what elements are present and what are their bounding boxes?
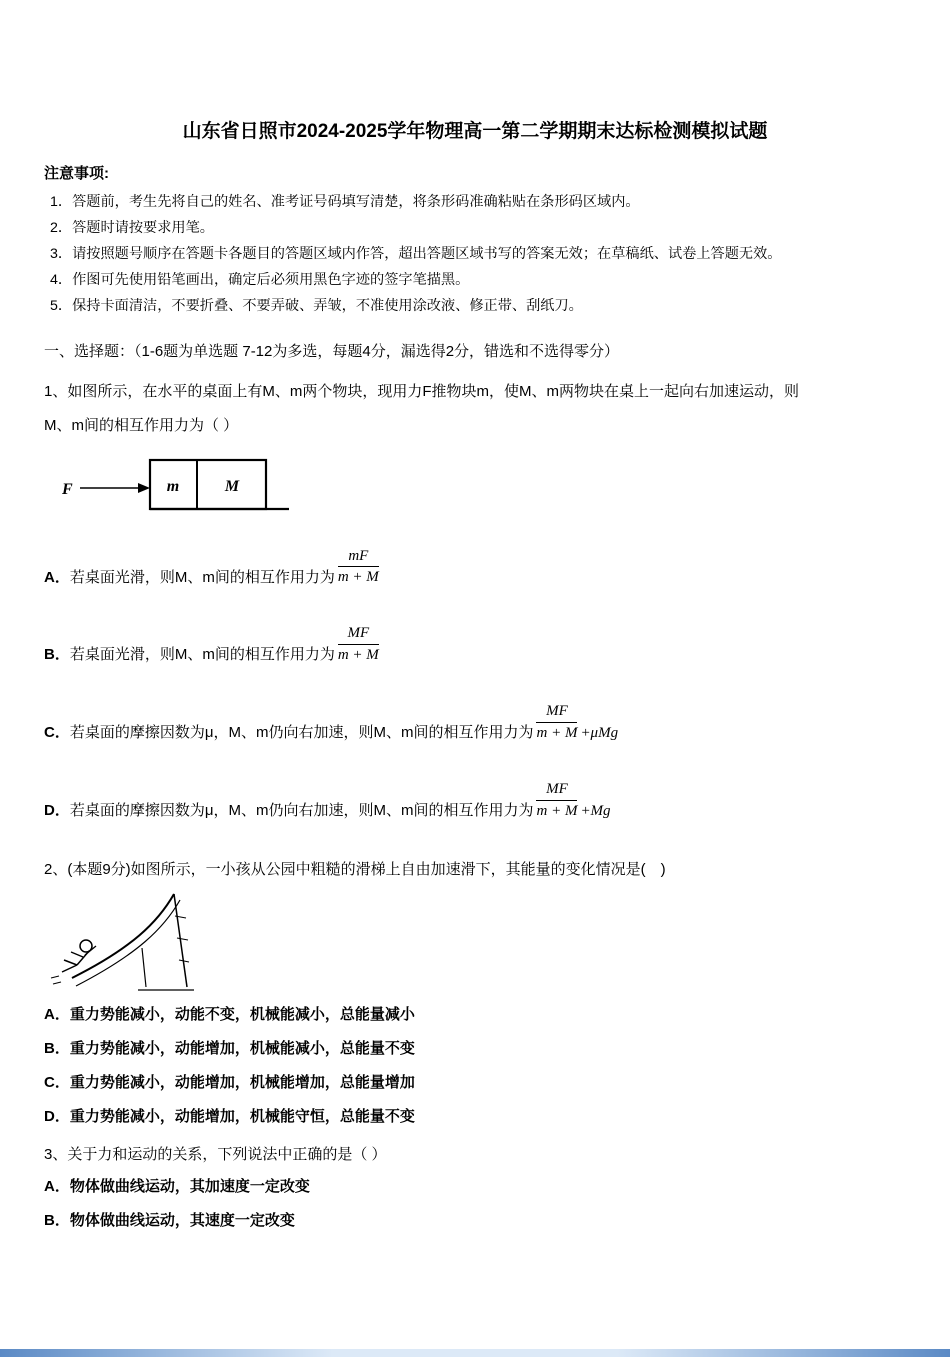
question1-option-c: [44, 702, 906, 744]
question2-option-a: [44, 1004, 906, 1026]
notice-item: 5．保持卡面清洁，不要折叠、不要弄破、弄皱，不准使用涂改液、修正带、刮纸刀。: [50, 297, 583, 314]
option-label: B．: [44, 1211, 70, 1229]
fraction-denominator: m + M: [536, 802, 578, 819]
question1-stem-line2: M、m间的相互作用力为（ ）: [44, 416, 239, 434]
question3-option-b: [44, 1210, 906, 1232]
notice-item: 2．答题时请按要求用笔。: [50, 219, 214, 236]
fraction-denominator: m + M: [536, 724, 578, 741]
option-label: A．: [44, 1177, 70, 1195]
slide-support-post: [142, 948, 146, 987]
page-title: 山东省日照市2024-2025学年物理高一第二学期期末达标检测模拟试题: [182, 120, 768, 142]
question1-stem: [44, 375, 906, 443]
option-text: 物体做曲线运动，其速度一定改变: [69, 1211, 295, 1229]
option-label: C．: [44, 1073, 70, 1091]
option-label: D．: [44, 801, 70, 819]
option-text: 若桌面的摩擦因数为μ，M、m仍向右加速，则M、m间的相互作用力为: [69, 723, 534, 741]
ladder-rail: [174, 894, 187, 987]
option-text: 物体做曲线运动，其加速度一定改变: [69, 1177, 310, 1195]
small-block-label: m: [166, 477, 180, 495]
fraction-numerator: MF: [536, 780, 577, 801]
question3-option-a: [44, 1176, 906, 1198]
fraction: [338, 624, 379, 665]
force-label: F: [62, 480, 73, 498]
option-text: 若桌面光滑，则M、m间的相互作用力为: [69, 568, 335, 586]
child-arm-front: [71, 952, 83, 957]
option-text: 重力势能减小，动能增加，机械能守恒，总能量不变: [69, 1107, 415, 1125]
ladder-rung: [177, 938, 188, 940]
fraction: [536, 780, 577, 821]
question1-option-a: [44, 547, 906, 589]
notice-heading: 注意事项:: [44, 164, 109, 182]
option-label: B．: [44, 1039, 70, 1057]
child-leg: [62, 965, 77, 972]
option-suffix: +Mg: [580, 802, 611, 819]
fraction-numerator: MF: [338, 624, 379, 645]
notice-item: 1．答题前，考生先将自己的姓名、准考证号码填写清楚，将条形码准确粘贴在条形码区域内。: [50, 193, 640, 210]
question2-option-c: [44, 1072, 906, 1094]
question3-options: [44, 1176, 906, 1232]
question1-figure: [56, 453, 292, 527]
notice-list: [44, 191, 906, 317]
notice-item: 3．请按照题号顺序在答题卡各题目的答题区域内作答，超出答题区域书写的答案无效；在草稿纸、试卷上答题无效。: [50, 245, 782, 262]
fraction-numerator: MF: [536, 702, 577, 723]
question1-option-b: [44, 624, 906, 666]
question3-stem: 3、关于力和运动的关系，下列说法中正确的是（ ）: [44, 1145, 387, 1163]
fraction: [536, 702, 577, 743]
notice-item: 4．作图可先使用铅笔画出，确定后必须用黑色字迹的签字笔描黑。: [50, 271, 470, 288]
question1-options: [44, 547, 906, 822]
option-label: A．: [44, 1005, 70, 1023]
option-label: D．: [44, 1107, 70, 1125]
notice-section: [44, 163, 906, 317]
option-suffix: +μMg: [580, 724, 619, 741]
footer-decoration: [0, 1349, 950, 1357]
exam-page: [0, 13, 950, 1232]
fraction-denominator: m + M: [337, 569, 379, 586]
option-label: A．: [44, 568, 70, 586]
child-leg: [64, 960, 77, 965]
question2-options: [44, 1004, 906, 1128]
option-text: 重力势能减小，动能不变，机械能减小，总能量减小: [69, 1005, 415, 1023]
option-label: C．: [44, 723, 70, 741]
question1-stem-line1: 1、如图所示，在水平的桌面上有M、m两个物块，现用力F推物块m，使M、m两物块在桌上一起向右加速运动，则: [44, 382, 799, 400]
question2-option-d: [44, 1106, 906, 1128]
fraction-numerator: mF: [338, 547, 379, 568]
slide-rail-top: [72, 894, 174, 978]
motion-dash: [53, 982, 61, 984]
question2-figure: [46, 888, 198, 994]
question2-stem: 2、(本题9分)如图所示，一小孩从公园中粗糙的滑梯上自由加速滑下，其能量的变化情况是( ): [44, 860, 666, 878]
section-one-heading: 一、选择题：（1-6题为单选题 7-12为多选，每题4分，漏选得2分，错选和不选得零分）: [44, 342, 620, 360]
fraction: [338, 547, 379, 588]
force-arrowhead: [138, 483, 150, 493]
question1-option-d: [44, 780, 906, 822]
option-text: 重力势能减小，动能增加，机械能减小，总能量不变: [69, 1039, 415, 1057]
option-text: 若桌面光滑，则M、m间的相互作用力为: [69, 646, 335, 664]
option-text: 重力势能减小，动能增加，机械能增加，总能量增加: [69, 1073, 415, 1091]
motion-dash: [51, 976, 59, 978]
fraction-denominator: m + M: [337, 647, 379, 664]
child-arm-back: [85, 946, 96, 955]
question2-option-b: [44, 1038, 906, 1060]
large-block-label: M: [224, 477, 240, 495]
option-text: 若桌面的摩擦因数为μ，M、m仍向右加速，则M、m间的相互作用力为: [69, 801, 534, 819]
option-label: B．: [44, 646, 70, 664]
